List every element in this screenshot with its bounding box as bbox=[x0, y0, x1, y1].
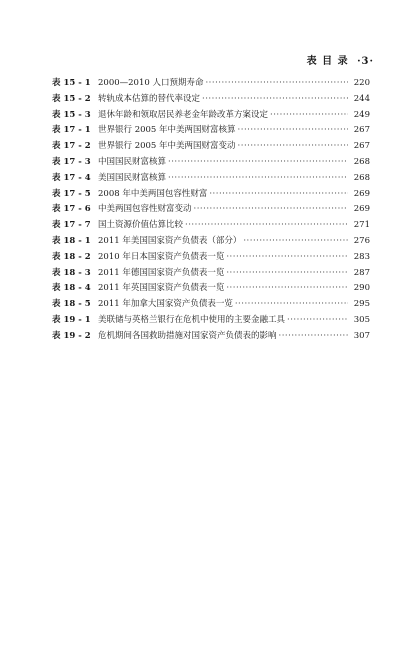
leader-dots bbox=[202, 92, 348, 108]
entry-number: 表 17 - 7 bbox=[52, 220, 91, 231]
toc-entry[interactable] bbox=[52, 92, 370, 108]
entry-number: 表 17 - 6 bbox=[52, 204, 91, 215]
toc-entry[interactable] bbox=[52, 108, 370, 124]
toc-entry[interactable] bbox=[52, 266, 370, 282]
toc-entry[interactable] bbox=[52, 123, 370, 139]
entry-title: 2010 年日本国家资产负债表一览 bbox=[98, 251, 225, 262]
entry-number: 表 17 - 3 bbox=[52, 156, 91, 167]
entry-title: 危机期间各国救助措施对国家资产负债表的影响 bbox=[98, 330, 277, 341]
leader-dots bbox=[226, 266, 348, 282]
running-header bbox=[307, 52, 378, 67]
entry-number: 表 17 - 4 bbox=[52, 172, 91, 183]
leader-dots bbox=[168, 155, 348, 171]
leader-dots bbox=[209, 187, 348, 203]
entry-number: 表 15 - 1 bbox=[52, 78, 91, 88]
toc-entry[interactable] bbox=[52, 171, 370, 187]
toc-entry[interactable] bbox=[52, 234, 370, 250]
entry-number: 表 19 - 2 bbox=[52, 330, 91, 341]
toc-entry[interactable] bbox=[52, 187, 370, 203]
toc-entry[interactable] bbox=[52, 202, 370, 218]
entry-title: 美国国民财富核算 bbox=[98, 172, 167, 183]
leader-dots bbox=[185, 218, 348, 234]
toc-entry[interactable] bbox=[52, 250, 370, 266]
section-title: 表 目 录 bbox=[306, 56, 349, 67]
toc-entry[interactable] bbox=[52, 329, 370, 345]
entry-number: 表 15 - 3 bbox=[52, 109, 91, 120]
entry-title: 转轨成本估算的替代率设定 bbox=[98, 93, 201, 104]
entry-title: 2011 年英国国家资产负债表一览 bbox=[98, 283, 225, 294]
entry-title: 美联储与英格兰银行在危机中使用的主要金融工具 bbox=[98, 314, 286, 325]
entry-page: 249 bbox=[353, 109, 370, 120]
entry-number: 表 15 - 2 bbox=[52, 93, 91, 104]
entry-page: 295 bbox=[353, 299, 370, 310]
entry-page: 283 bbox=[353, 251, 370, 262]
leader-dots bbox=[287, 313, 348, 329]
entry-number: 表 19 - 1 bbox=[52, 314, 91, 325]
entry-number: 表 17 - 5 bbox=[52, 188, 91, 199]
entry-title: 世界银行 2005 年中美两国财富变动 bbox=[98, 141, 236, 152]
table-of-contents bbox=[52, 76, 370, 345]
toc-entry[interactable] bbox=[52, 139, 370, 155]
entry-number: 表 18 - 3 bbox=[52, 267, 91, 278]
entry-number: 表 18 - 1 bbox=[52, 235, 91, 246]
entry-title: 2008 年中美两国包容性财富 bbox=[98, 188, 208, 199]
entry-title: 中美两国包容性财富变动 bbox=[98, 204, 192, 215]
leader-dots bbox=[235, 297, 348, 313]
entry-page: 276 bbox=[353, 235, 370, 246]
entry-title: 2000—2010 人口预期寿命 bbox=[98, 78, 204, 88]
entry-page: 267 bbox=[353, 125, 370, 136]
entry-title: 世界银行 2005 年中美两国财富核算 bbox=[98, 125, 236, 136]
entry-page: 268 bbox=[353, 172, 370, 183]
toc-entry[interactable] bbox=[52, 218, 370, 234]
toc-entry[interactable] bbox=[52, 281, 370, 297]
entry-page: 244 bbox=[353, 93, 370, 104]
leader-dots bbox=[226, 250, 348, 266]
entry-page: 220 bbox=[353, 78, 370, 88]
entry-page: 287 bbox=[353, 267, 370, 278]
entry-page: 269 bbox=[353, 188, 370, 199]
leader-dots bbox=[238, 139, 348, 155]
leader-dots bbox=[226, 281, 348, 297]
page-number: ·3· bbox=[357, 56, 374, 67]
leader-dots bbox=[279, 329, 348, 345]
entry-page: 290 bbox=[353, 283, 370, 294]
entry-page: 307 bbox=[353, 330, 370, 341]
entry-page: 271 bbox=[353, 220, 370, 231]
entry-title: 国土资源价值估算比较 bbox=[98, 220, 184, 231]
entry-title: 退休年龄和领取居民养老金年龄改革方案设定 bbox=[98, 109, 269, 120]
entry-number: 表 17 - 2 bbox=[52, 141, 91, 152]
entry-number: 表 18 - 5 bbox=[52, 299, 91, 310]
entry-title: 2011 年美国国家资产负债表（部分） bbox=[98, 235, 242, 246]
entry-page: 305 bbox=[353, 314, 370, 325]
leader-dots bbox=[168, 171, 348, 187]
leader-dots bbox=[205, 76, 348, 92]
entry-title: 中国国民财富核算 bbox=[98, 156, 167, 167]
entry-page: 268 bbox=[353, 156, 370, 167]
leader-dots bbox=[194, 202, 348, 218]
toc-entry[interactable] bbox=[52, 313, 370, 329]
toc-entry[interactable] bbox=[52, 297, 370, 313]
entry-number: 表 18 - 4 bbox=[52, 283, 91, 294]
entry-title: 2011 年德国国家资产负债表一览 bbox=[98, 267, 225, 278]
toc-entry[interactable] bbox=[52, 155, 370, 171]
leader-dots bbox=[270, 108, 348, 124]
entry-number: 表 17 - 1 bbox=[52, 125, 91, 136]
entry-page: 269 bbox=[353, 204, 370, 215]
toc-entry[interactable] bbox=[52, 76, 370, 92]
entry-number: 表 18 - 2 bbox=[52, 251, 91, 262]
leader-dots bbox=[238, 123, 348, 139]
entry-page: 267 bbox=[353, 141, 370, 152]
entry-title: 2011 年加拿大国家资产负债表一览 bbox=[98, 299, 233, 310]
leader-dots bbox=[243, 234, 348, 250]
